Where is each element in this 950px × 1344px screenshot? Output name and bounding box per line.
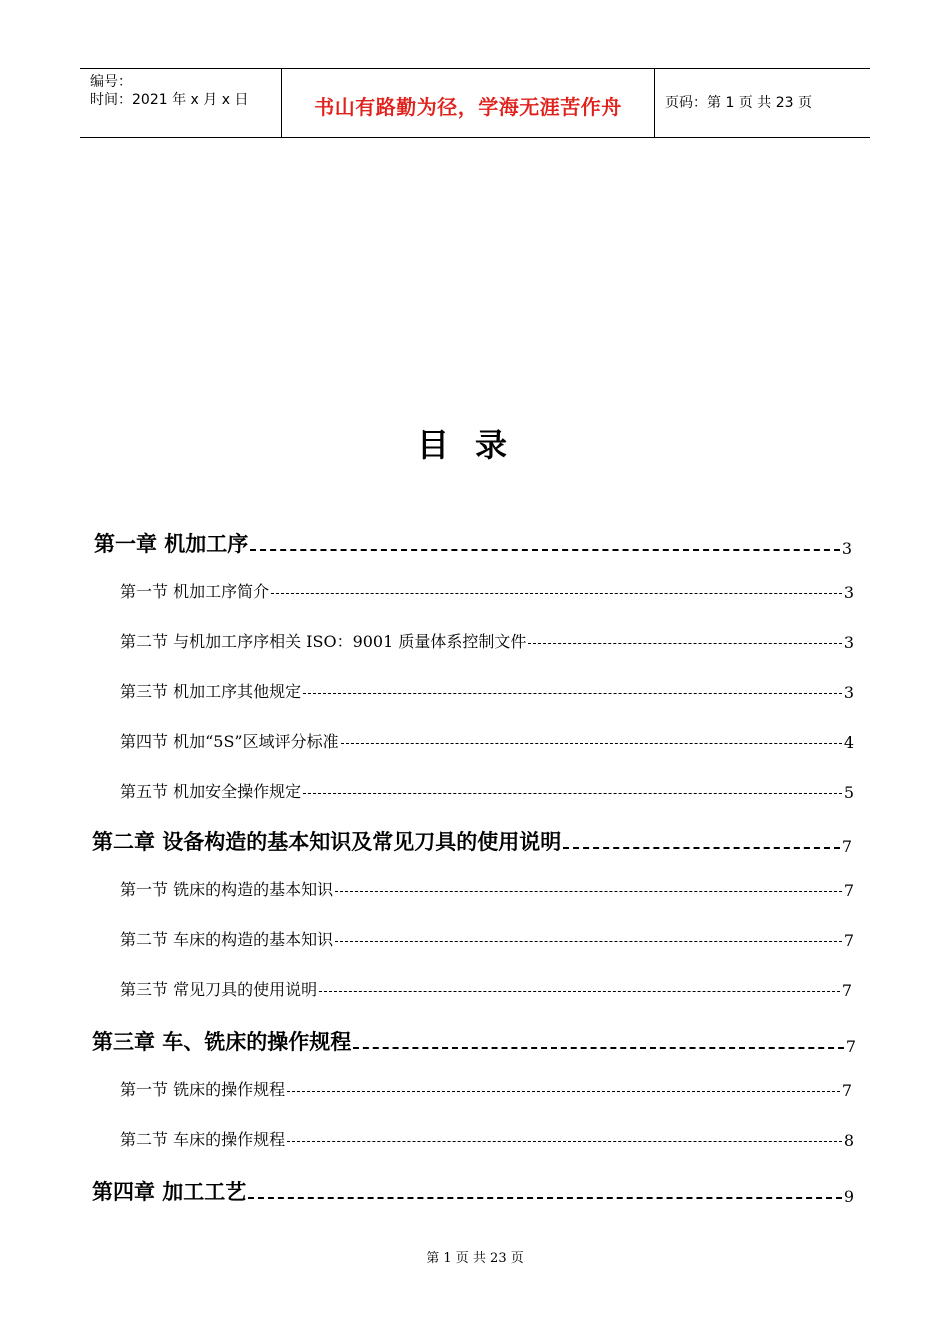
toc-section[interactable] [120, 1127, 854, 1150]
time-label: 时间：2021 年 x 月 x 日 [90, 92, 249, 108]
toc-page-number: 7 [841, 1081, 852, 1100]
dot-leader [353, 1046, 844, 1050]
toc-entry-text: 第二节 车床的构造的基本知识 [120, 930, 334, 949]
toc-chapter[interactable] [92, 1026, 856, 1056]
toc-section[interactable] [120, 877, 854, 900]
header-info-cell [80, 69, 281, 137]
toc-section[interactable] [120, 629, 854, 652]
toc-entry-text: 第二节 与机加工序序相关 ISO：9001 质量体系控制文件 [120, 632, 527, 651]
toc-entry-text: 第四章 加工工艺 [92, 1180, 247, 1204]
dot-leader [319, 990, 840, 994]
dot-leader [528, 642, 841, 646]
toc-section[interactable] [120, 977, 852, 1000]
toc-chapter[interactable] [94, 528, 852, 558]
toc-page-number: 7 [843, 881, 854, 900]
toc-entry-text: 第三节 机加工序其他规定 [120, 682, 302, 701]
dot-leader [271, 592, 842, 596]
header-motto-cell [281, 69, 655, 137]
toc-section[interactable] [120, 779, 854, 802]
dot-leader [303, 692, 842, 696]
toc-section[interactable] [120, 579, 854, 602]
toc-page-number: 7 [841, 837, 852, 856]
toc-entry-text: 第三章 车、铣床的操作规程 [92, 1030, 352, 1054]
page-footer: 第 1 页 共 23 页 [426, 1251, 524, 1266]
number-label: 编号： [90, 74, 132, 90]
page-info: 页码：第 1 页 共 23 页 [665, 95, 812, 111]
toc-chapter[interactable] [92, 826, 852, 856]
toc-page-number: 5 [843, 783, 854, 802]
toc-entry-text: 第一节 铣床的操作规程 [120, 1080, 286, 1099]
toc-entry-text: 第三节 常见刀具的使用说明 [120, 980, 318, 999]
dot-leader [563, 846, 840, 850]
toc-entry-text: 第一章 机加工序 [94, 532, 249, 556]
motto-text: 书山有路勤为径，学海无涯苦作舟 [314, 95, 622, 119]
toc-page-number: 7 [845, 1037, 856, 1056]
header-page-cell [655, 69, 870, 137]
toc-page-number: 7 [843, 931, 854, 950]
toc-entry-text: 第二节 车床的操作规程 [120, 1130, 286, 1149]
toc-entry-text: 第一节 机加工序简介 [120, 582, 270, 601]
toc-page-number: 8 [843, 1131, 854, 1150]
toc-page-number: 3 [843, 583, 854, 602]
dot-leader [287, 1090, 840, 1094]
toc-section[interactable] [120, 729, 854, 752]
dot-leader [303, 792, 842, 796]
toc-page-number: 3 [843, 633, 854, 652]
dot-leader [335, 890, 842, 894]
toc-page-number: 7 [841, 981, 852, 1000]
toc-section[interactable] [120, 679, 854, 702]
toc-chapter[interactable] [92, 1176, 854, 1206]
dot-leader [287, 1140, 842, 1144]
toc-section[interactable] [120, 1077, 852, 1100]
toc-entry-text: 第一节 铣床的构造的基本知识 [120, 880, 334, 899]
dot-leader [341, 742, 842, 746]
dot-leader [250, 548, 840, 552]
page-header-table [80, 68, 870, 138]
toc-entry-text: 第二章 设备构造的基本知识及常见刀具的使用说明 [92, 830, 562, 854]
toc-entry-text: 第四节 机加“5S”区域评分标准 [120, 732, 339, 751]
toc-section[interactable] [120, 927, 854, 950]
toc-entry-text: 第五节 机加安全操作规定 [120, 782, 302, 801]
toc-page-number: 9 [843, 1187, 854, 1206]
toc-page-number: 3 [841, 539, 852, 558]
dot-leader [248, 1196, 842, 1200]
dot-leader [335, 940, 842, 944]
toc-page-number: 4 [843, 733, 854, 752]
toc-page-number: 3 [843, 683, 854, 702]
toc-title: 目录 [416, 426, 533, 464]
